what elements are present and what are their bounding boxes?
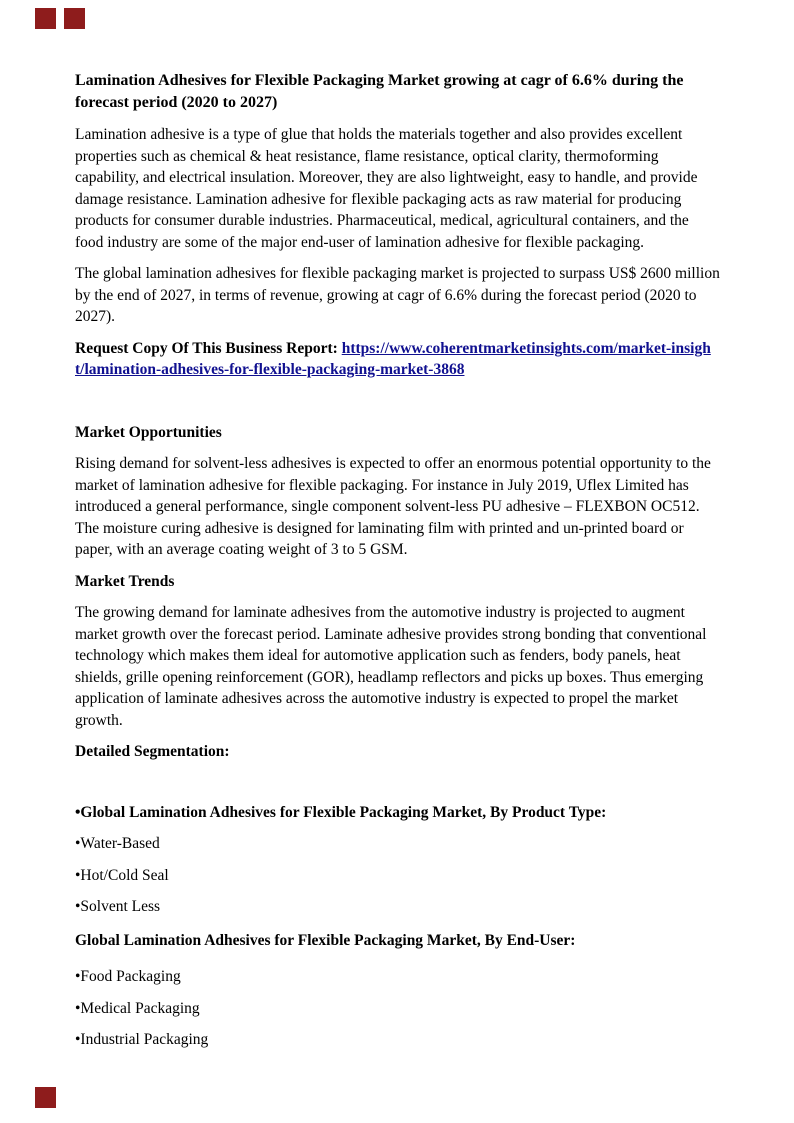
decor-square-top-left-2 (64, 8, 85, 29)
product-type-item: •Hot/Cold Seal (75, 866, 169, 884)
intro-paragraph-2: The global lamination adhesives for flexible packaging market is projected to surpass US$ 2600 million by the end of 2027, in terms of revenue, growing at cagr of 6.6% during the forecast period (2020 to 2027). (75, 265, 720, 325)
request-copy-line (75, 338, 720, 381)
product-type-item: •Solvent Less (75, 898, 161, 915)
document-title: Lamination Adhesives for Flexible Packaging Market growing at cagr of 6.6% during the forecast period (2020 to 2027) (75, 72, 684, 111)
market-trends-paragraph: The growing demand for laminate adhesives from the automotive industry is projected to augment market growth over the forecast period. Laminate adhesive provides strong bonding that conventional technology which makes them ideal for automotive application such as fenders, body panels, heat shields, grille opening reinforcement (GOR), headlamp reflectors and picks up boxes. Thus emerging application of laminate adhesives across the automotive industry is expected to propel the market growth. (75, 604, 707, 729)
enduser-item: •Food Packaging (75, 968, 181, 985)
product-type-item: •Water-Based (75, 835, 160, 852)
market-opportunities-heading: Market Opportunities (75, 423, 222, 441)
decor-square-bottom-left (35, 1087, 56, 1108)
document-content (75, 70, 720, 1061)
segment-enduser-heading: Global Lamination Adhesives for Flexible Packaging Market, By End-User: (75, 931, 576, 949)
segment-product-type-heading: •Global Lamination Adhesives for Flexible Packaging Market, By Product Type: (75, 803, 607, 821)
intro-paragraph-1: Lamination adhesive is a type of glue that holds the materials together and also provides excellent properties such as chemical & heat resistance, flame resistance, optical clarity, thermoforming capability, and electrical insulation. Moreover, they are also lightweight, easy to handle, and provide damage resistance. Lamination adhesive for flexible packaging acts as raw material for producing products for consumer durable industries. Pharmaceutical, medical, agricultural containers, and the food industry are some of the major end-user of lamination adhesive for flexible packaging. (75, 126, 698, 251)
enduser-item: •Industrial Packaging (75, 1031, 209, 1048)
market-opportunities-paragraph: Rising demand for solvent-less adhesives is expected to offer an enormous potential opportunity to the market of lamination adhesive for flexible packaging. For instance in July 2019, Uflex Limited has introduced a general performance, single component solvent-less PU adhesive – FLEXBON OC512. The moisture curing adhesive is designed for laminating film with printed and un-printed board or paper, with an average coating weight of 3 to 5 GSM. (75, 455, 711, 558)
report-link[interactable]: https://www.coherentmarketinsights.com/market-insight/lamination-adhesives-for-flexible-packaging-market-3868 (75, 339, 711, 378)
request-copy-label: Request Copy Of This Business Report: (75, 339, 342, 357)
detailed-segmentation-heading: Detailed Segmentation: (75, 743, 230, 760)
market-trends-heading: Market Trends (75, 572, 175, 590)
enduser-item: •Medical Packaging (75, 999, 200, 1017)
decor-square-top-left-1 (35, 8, 56, 29)
